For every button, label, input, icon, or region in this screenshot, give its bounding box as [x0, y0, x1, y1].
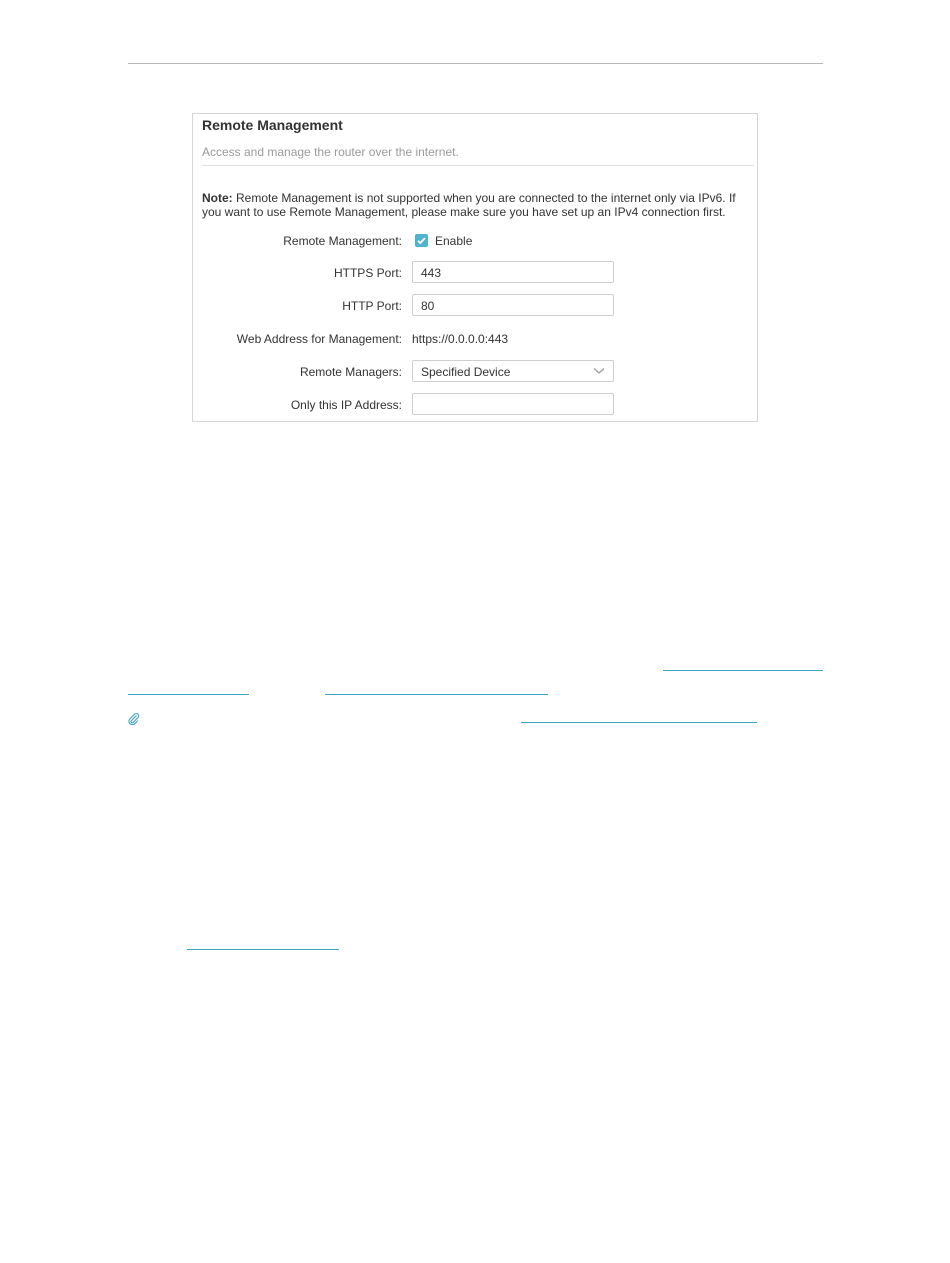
http-port-label: HTTP Port:: [342, 299, 402, 313]
remote-management-label: Remote Management:: [283, 234, 402, 248]
link-underline[interactable]: [128, 694, 249, 695]
remote-managers-select[interactable]: [412, 360, 614, 382]
check-icon: [416, 235, 427, 246]
remote-managers-label: Remote Managers:: [299, 365, 402, 379]
ip-address-input[interactable]: [412, 393, 614, 415]
remote-managers-selected: Specified Device: [421, 365, 511, 379]
link-underline[interactable]: [187, 949, 339, 950]
https-port-input[interactable]: 443: [412, 261, 614, 283]
link-underline[interactable]: [521, 722, 757, 723]
panel-divider: [202, 165, 754, 166]
ip-address-label: Only this IP Address:: [290, 398, 402, 412]
remote-management-panel: [192, 113, 758, 422]
chevron-down-icon: [593, 367, 605, 375]
link-underline[interactable]: [663, 670, 823, 671]
panel-title: Remote Management: [202, 117, 343, 133]
header-divider: [128, 63, 823, 64]
web-address-value: https://0.0.0.0:443: [412, 332, 509, 346]
note-body: Remote Management is not supported when you are connected to the internet only via IPv6. If you want to use Remote Management, please make sure you have set up an IPv4 connection first.: [202, 191, 736, 219]
http-port-input[interactable]: 80: [412, 294, 614, 316]
web-address-label: Web Address for Management:: [236, 332, 402, 346]
https-port-label: HTTPS Port:: [333, 266, 402, 280]
note-text: [202, 191, 754, 219]
link-underline[interactable]: [325, 694, 548, 695]
note-label: Note:: [202, 191, 233, 205]
enable-checkbox[interactable]: [415, 234, 428, 247]
paperclip-icon: [128, 713, 140, 725]
enable-label: Enable: [435, 234, 473, 248]
panel-subtitle: Access and manage the router over the internet.: [202, 145, 459, 159]
